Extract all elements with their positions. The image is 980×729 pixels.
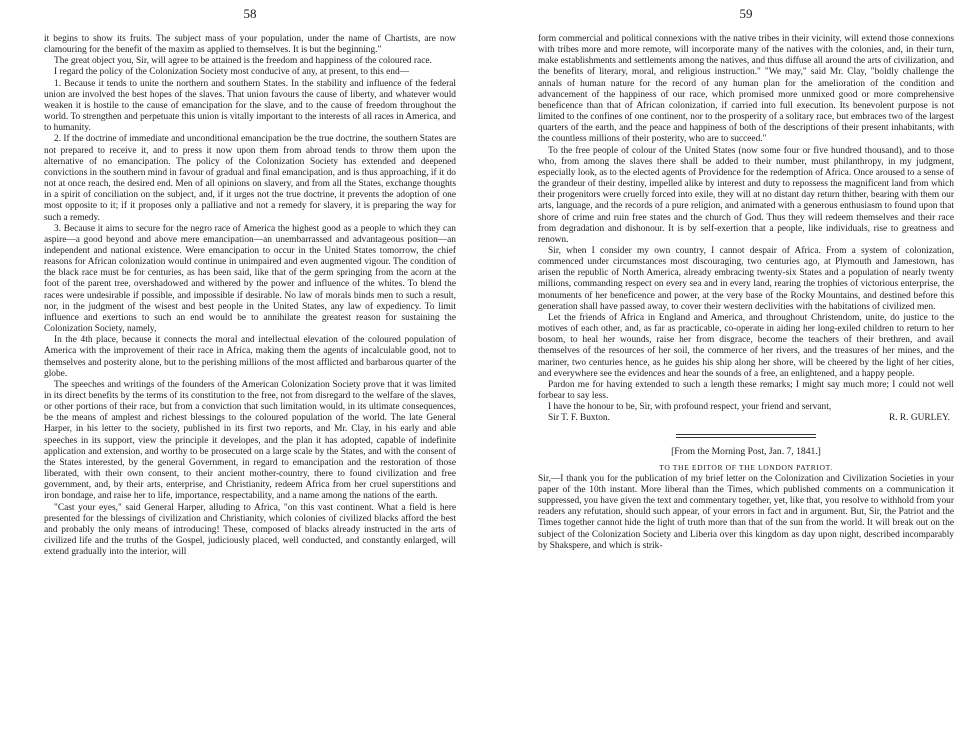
addressee: Sir T. F. Buxton. — [548, 413, 610, 424]
paragraph: To the free people of colour of the United States (now some four or five hundred thousand), and to those who, from among the slaves there shall be added to their number, must philanthropy, in my judgment, especially look, as to the elected agents of Providence for the redemption of Africa. Once aroused to a sense of the grandeur of their destiny, impelled alike by interest and duty to repossess the magnificent land from which their progenitors were cruelly forced into exile, they will at no distant day return thither, bearing with them our arts, language, and the records of a pure religion, and animated with a generous enthusiasm to found upon that shore of crime and ruin free states and the church of God. Thus they will redeem themselves and their race from degradation and dishonour. It is by self-exertion that a people, like individuals, rise to greatness and renown. — [538, 145, 954, 245]
letter-heading: TO THE EDITOR OF THE LONDON PATRIOT. — [659, 462, 833, 472]
paragraph: "Cast your eyes," said General Harper, alluding to Africa, "on this vast continent. What a field is here presented for the blessings of civilization and Christianity, which colonies of civilized blacks afford the best and probably the only means of introducing! These, composed of blacks already instructed in the arts of civilized life and the truths of the Gospel, judiciously placed, well conducted, and constantly enlarged, will extend gradually into the interior, will — [44, 502, 456, 558]
paragraph: Pardon me for having extended to such a length these remarks; I might say much more; I could not well forbear to say less. — [538, 379, 954, 401]
paragraph: In the 4th place, because it connects the moral and intellectual elevation of the coloured population of America with the improvement of their race in Africa, making them the agents of incalculable good, not to themselves and posterity alone, but to the perishing millions of the most afflicted and barbarous quarter of the globe. — [44, 335, 456, 379]
paragraph: The great object you, Sir, will agree to be attained is the freedom and happiness of the coloured race. — [54, 56, 432, 67]
source-line: [From the Morning Post, Jan. 7, 1841.] — [671, 446, 821, 458]
paragraph: 1. Because it tends to unite the northern and southern States. In the stability and influence of the federal union are involved the best hopes of the slaves. That union favours the cause of liberty, and whatever would weaken it is hostile to the cause of emancipation for the slave, and to the cause of freedom throughout the world. To strengthen and perpetuate this union is vitally important to the interests of all races in America, and to humanity. — [44, 78, 456, 134]
paragraph: Sir, when I consider my own country, I cannot despair of Africa. From a system of colonization, commenced under circumstances most discouraging, two centuries ago, at Plymouth and Jamestown, has arisen the republic of North America, already embracing twenty-six States and a population of nearly twenty millions, commanding respect on every sea and in every land, rearing the trophies of victorious enterprise, the monuments of her beneficence and power, at the very base of the Rocky Mountains, and destined before this generation shall have passed away, to cover their western declivities with the habitations of civilized men. — [538, 245, 954, 312]
paragraph: 2. If the doctrine of immediate and unconditional emancipation be the true doctrine, the southern States are not prepared to receive it, and to press it now upon them from abroad tends to throw them upon the alternative of no emancipation. The policy of the Colonization Society has extended and deepened convictions in the southern mind in favour of gradual and final emancipation, and is thus approaching, if it do not at once reach, the desired end. Men of all opinions on slavery, and from all the States, exchange thoughts in a spirit of conciliation on the subject, and, if it urges not the true doctrine, it prevents the adoption of one most opposite to it; if it proposes only a palliative and not a remedy for slavery, it is preparing the way for such a remedy. — [44, 134, 456, 223]
paragraph: The speeches and writings of the founders of the American Colonization Society prove that it was limited in its direct benefits by the terms of its constitution to the free, not from disregard to the welfare of the slaves, or other portions of their race, but from a conviction that such limitation would, in its ultimate consequences, be the means of amplest and richest blessings to the coloured population of the world. The late General Harper, in his letter to the society, published in its first two reports, and Mr. Clay, in his early and able speeches in its support, view the principle it developes, and the plan it has adopted, capable of indefinite application and extension, and worthy to be prosecuted on a large scale by the States, and with the consent of the States interested, by the general Government, in regard to emancipation and the restoration of those liberated, with their own consent, to their ancient mother-country, there to found civilization and free government, and, by their arts, enterprise, and Christianity, redeem Africa from her cruel superstitions and iron bondage, and raise her to life, importance, respectability, and a name among the nations of the earth. — [44, 379, 456, 502]
page-number: 58 — [243, 6, 257, 21]
signoff — [538, 413, 954, 424]
paragraph: Let the friends of Africa in England and America, and throughout Christendom, unite, do justice to the motives of each other, and, as far as practicable, co-operate in aiding her long-exiled children to return to her bosom, to heal her wounds, raise her from disgrace, become the teachers of their brethren, and avail themselves of the resources of her soil, the commerce of her rivers, and the treasures of her mines, and the mariner, two centuries hence, as he guides his ship along her shore, will be cheered by the light of her cities, and everywhere see the evidences and hear the sounds of a free, an enlightened, and a happy people. — [538, 312, 954, 379]
right-page — [490, 0, 980, 729]
left-page-body — [44, 34, 456, 558]
paragraph: 3. Because it aims to secure for the negro race of America the highest good as a people to which they can aspire—a good beyond and above mere emancipation—an unembarrassed and advantageous position—an independent and national existence. Were emancipation to occur in the United States tomorrow, the chief reasons for African colonization would continue in unimpaired and even augmented vigour. The condition of the black race must be for centuries, as has been said, like that of the germ springing from the acorn at the foot of the parent tree, overshadowed and withered by the power and influence of the whites. To blend the races were undesirable if possible, and impossible if desirable. No law of morals binds men to such a result, nor, in the judgment of the wisest and best people in the United States, any law of expediency. To limit influence and exertions to such an end would be to annihilate the greatest reason for sustaining the Colonization Society, namely, — [44, 223, 456, 335]
page-number: 59 — [739, 6, 753, 21]
section-divider — [676, 434, 816, 438]
right-page-body — [538, 34, 954, 552]
paragraph: form commercial and political connexions with the native tribes in their vicinity, will extend those connexions with tribes more and more remote, will incorporate many of the natives with the colonies, and, in their turn, make establishments and settlements among the natives, and thus diffuse all around the arts of civilization, and the benefits of literary, moral, and religious instruction." "We may," said Mr. Clay, "boldly challenge the annals of human nature for the record of any human plan for the amelioration of the condition and advancement of the happiness of our race, which promised more unmixed good or more comprehensive beneficence than that of African colonization, if carried into full execution. Its benevolent purpose is not limited to the confines of one continent, nor to the prosperity of a solitary race, but embraces two of the largest quarters of the earth, and the peace and happiness of both of the descriptions of their present inhabitants, with the countless millions of their posterity, who are to succeed." — [538, 34, 954, 145]
paragraph: it begins to show its fruits. The subject mass of your population, under the name of Chartists, are now clamouring for the benefit of the maxim as applied to themselves. It is but the beginning." — [44, 34, 456, 56]
paragraph: I regard the policy of the Colonization Society most conducive of any, at present, to this end— — [54, 67, 410, 78]
paragraph: I have the honour to be, Sir, with profound respect, your friend and servant, — [548, 402, 832, 413]
signature: R. R. GURLEY. — [888, 413, 950, 424]
paragraph: Sir,—I thank you for the publication of my brief letter on the Colonization and Civilization Societies in your paper of the 10th instant. More liberal than the Times, which published comments on a communication it suppressed, you have given the text and commentary together, yet, like that, you resolve to withhold from your readers any refutation, should such appear, of your errors in fact and in argument. But, Sir, the Patriot and the Times together cannot hide the light of truth more than that of the sun from the world. It will break out on the subject of the Colonization Society and Liberia over this kingdom as day upon night, described incomparably by Shakspere, and which is strik- — [538, 473, 954, 551]
